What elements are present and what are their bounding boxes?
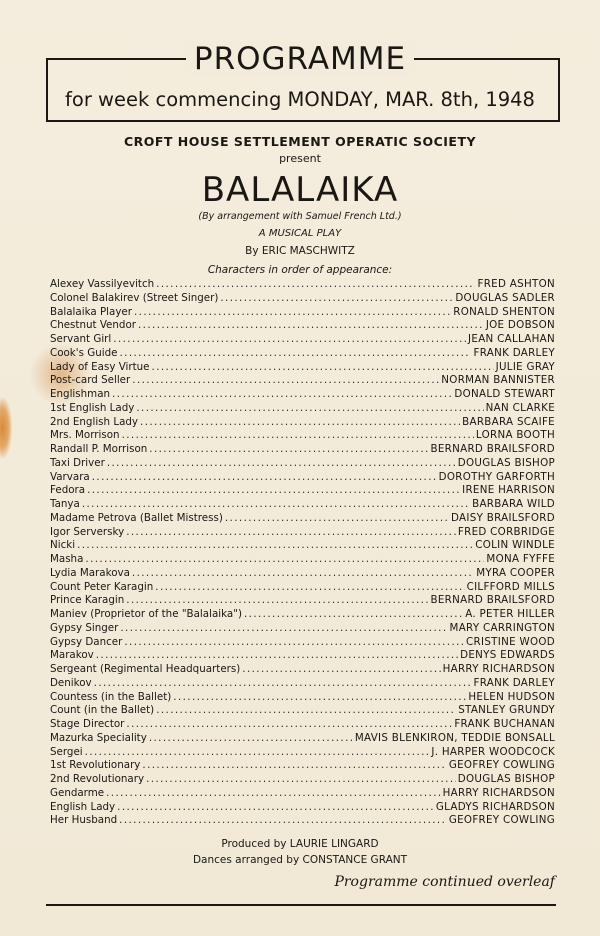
cast-role: Taxi Driver — [50, 456, 105, 469]
cast-role: Englishman — [50, 388, 111, 400]
cast-role: 1st English Lady — [50, 401, 135, 414]
dot-leader — [124, 636, 464, 650]
cast-row — [50, 608, 555, 622]
cast-row — [50, 333, 555, 347]
cast-actor: IRENE HARRISON — [462, 484, 555, 497]
dot-leader — [113, 333, 466, 347]
cast-actor: FRANK BUCHANAN — [454, 718, 555, 730]
cast-role: Mazurka Speciality — [50, 731, 147, 744]
cast-row — [50, 691, 555, 705]
cast-row — [50, 732, 555, 746]
dot-leader — [173, 691, 466, 705]
society-name: CROFT HOUSE SETTLEMENT OPERATIC SOCIETY — [123, 134, 477, 149]
cast-actor: BERNARD BRAILSFORD — [430, 594, 555, 607]
cast-actor: COLIN WINDLE — [475, 539, 555, 552]
dot-leader — [146, 773, 456, 787]
cast-actor: BARBARA WILD — [472, 498, 555, 510]
producer-credit: Produced by LAURIE LINGARD — [221, 838, 379, 850]
cast-role: Stage Director — [50, 718, 125, 730]
dot-leader — [242, 663, 440, 677]
cast-row — [50, 594, 555, 608]
cast-heading: Characters in order of appearance: — [207, 264, 393, 276]
cast-role: Lady of Easy Virtue — [50, 360, 150, 373]
cast-row — [50, 402, 555, 416]
cast-actor: MARY CARRINGTON — [449, 621, 555, 634]
cast-actor: BARBARA SCAIFE — [462, 415, 555, 428]
cast-row — [50, 292, 555, 306]
cast-role: Her Husband — [50, 814, 118, 827]
cast-role: Madame Petrova (Ballet Mistress) — [50, 511, 223, 524]
cast-actor: HARRY RICHARDSON — [442, 663, 555, 675]
cast-row — [50, 416, 555, 430]
cast-row — [50, 567, 555, 581]
cast-role: English Lady — [50, 800, 116, 813]
programme-title — [0, 40, 600, 78]
cast-role: Tanya — [50, 498, 80, 510]
cast-role: Gypsy Dancer — [50, 635, 123, 648]
cast-row — [50, 319, 555, 333]
cast-row — [50, 787, 555, 801]
cast-role: Alexey Vassilyevitch — [50, 278, 155, 290]
dot-leader — [92, 471, 437, 485]
dot-leader — [132, 567, 474, 581]
cast-row — [50, 498, 555, 512]
cast-actor: MONA FYFFE — [486, 553, 555, 565]
dot-leader — [136, 402, 483, 416]
cast-row — [50, 361, 555, 375]
dot-leader — [112, 388, 452, 402]
cast-actor: DONALD STEWART — [454, 388, 555, 400]
cast-actor: MAVIS BLENKIRON, TEDDIE BONSALL — [354, 731, 555, 744]
arrangement-note: (By arrangement with Samuel French Ltd.) — [198, 211, 402, 222]
cast-actor: GEOFREY COWLING — [448, 814, 555, 827]
cast-row — [50, 374, 555, 388]
cast-actor: DAISY BRAILSFORD — [451, 511, 555, 524]
cast-actor: FRED ASHTON — [477, 278, 555, 290]
cast-row — [50, 636, 555, 650]
cast-role: Denikov — [50, 676, 92, 689]
cast-role: Count Peter Karagin — [50, 580, 154, 593]
cast-actor: JULIE GRAY — [495, 360, 555, 373]
cast-actor: RONALD SHENTON — [453, 305, 555, 318]
week-commencing: for week commencing MONDAY, MAR. 8th, 1948 — [65, 88, 535, 111]
dot-leader — [140, 416, 460, 430]
cast-row — [50, 801, 555, 815]
cast-actor: DOUGLAS SADLER — [455, 291, 555, 304]
cast-role: Servant Girl — [50, 333, 112, 345]
dot-leader — [122, 429, 474, 443]
cast-actor: JEAN CALLAHAN — [468, 333, 555, 345]
cast-role: Countess (in the Ballet) — [50, 690, 172, 703]
cast-role: Marakov — [50, 649, 94, 662]
cast-row — [50, 746, 555, 760]
dot-leader — [156, 278, 475, 292]
cast-role: Igor Serversky — [50, 525, 125, 538]
dot-leader — [82, 498, 470, 512]
show-subtitle: A MUSICAL PLAY — [258, 228, 342, 239]
cast-role: Count (in the Ballet) — [50, 704, 155, 717]
cast-actor: NAN CLARKE — [485, 401, 555, 414]
cast-actor: DOUGLAS BISHOP — [457, 773, 555, 785]
cast-actor: STANLEY GRUNDY — [458, 704, 555, 717]
cast-row — [50, 581, 555, 595]
cast-role: 2nd English Lady — [50, 415, 139, 428]
dot-leader — [106, 787, 440, 801]
cast-role: Mrs. Morrison — [50, 429, 120, 442]
dot-leader — [107, 457, 456, 471]
dot-leader — [244, 608, 463, 622]
dot-leader — [126, 526, 456, 540]
cast-role: 2nd Revolutionary — [50, 773, 145, 785]
cast-actor: J. HARPER WOODCOCK — [431, 745, 555, 758]
cast-row — [50, 278, 555, 292]
dot-leader — [85, 746, 430, 760]
dot-leader — [87, 484, 460, 498]
cast-role: Sergei — [50, 745, 83, 758]
cast-actor: HELEN HUDSON — [468, 690, 555, 703]
cast-actor: JOE DOBSON — [485, 319, 555, 332]
cast-actor: CRISTINE WOOD — [466, 635, 555, 648]
cast-actor: FRANK DARLEY — [473, 346, 555, 359]
dot-leader — [149, 732, 353, 746]
show-title: BALALAIKA — [201, 170, 399, 210]
dot-leader — [149, 443, 428, 457]
dot-leader — [225, 512, 449, 526]
cast-row — [50, 526, 555, 540]
cast-actor: NORMAN BANNISTER — [441, 374, 555, 387]
cast-row — [50, 457, 555, 471]
cast-role: Gypsy Singer — [50, 621, 119, 634]
cast-actor: A. PETER HILLER — [465, 608, 555, 620]
cast-actor: GLADYS RICHARDSON — [435, 800, 555, 813]
continued-note: Programme continued overleaf — [334, 874, 555, 890]
dot-leader — [119, 814, 447, 828]
cast-role: Balalaika Player — [50, 305, 132, 318]
dot-leader — [132, 374, 439, 388]
programme-title-text: PROGRAMME — [186, 41, 414, 77]
cast-role: Post-card Seller — [50, 374, 131, 387]
cast-role: Chestnut Vendor — [50, 319, 136, 332]
dance-credit: Dances arranged by CONSTANCE GRANT — [192, 854, 408, 866]
cast-row — [50, 759, 555, 773]
cast-role: Colonel Balakirev (Street Singer) — [50, 291, 219, 304]
cast-role: Fedora — [50, 484, 86, 497]
cast-role: Maniev (Proprietor of the "Balalaika") — [50, 608, 242, 620]
cast-actor: GEOFREY COWLING — [448, 759, 555, 772]
cast-actor: HARRY RICHARDSON — [442, 786, 555, 799]
dot-leader — [156, 704, 456, 718]
cast-row — [50, 814, 555, 828]
dot-leader — [96, 649, 458, 663]
cast-role: Nicki — [50, 539, 76, 552]
bottom-rule — [46, 904, 556, 906]
cast-role: Masha — [50, 553, 84, 565]
cast-row — [50, 512, 555, 526]
dot-leader — [134, 306, 451, 320]
cast-role: Gendarme — [50, 786, 105, 799]
dot-leader — [138, 319, 484, 333]
cast-actor: LORNA BOOTH — [475, 429, 555, 442]
cast-row — [50, 443, 555, 457]
dot-leader — [85, 553, 484, 567]
cast-row — [50, 649, 555, 663]
dot-leader — [94, 677, 472, 691]
cast-row — [50, 622, 555, 636]
author-credit: By ERIC MASCHWITZ — [245, 245, 355, 257]
cast-row — [50, 718, 555, 732]
cast-row — [50, 677, 555, 691]
cast-row — [50, 773, 555, 787]
cast-actor: CILFFORD MILLS — [466, 580, 555, 593]
cast-list — [50, 278, 555, 828]
cast-actor: FRED CORBRIDGE — [457, 525, 555, 538]
dot-leader — [142, 759, 446, 773]
cast-row — [50, 306, 555, 320]
cast-role: Prince Karagin — [50, 594, 125, 607]
cast-row — [50, 704, 555, 718]
cast-role: Varvara — [50, 470, 90, 483]
paper-stain — [0, 398, 12, 458]
cast-role: Sergeant (Regimental Headquarters) — [50, 663, 241, 675]
dot-leader — [119, 347, 471, 361]
cast-role: Randall P. Morrison — [50, 443, 148, 455]
cast-actor: BERNARD BRAILSFORD — [430, 443, 555, 455]
dot-leader — [126, 718, 452, 732]
dot-leader — [152, 361, 494, 375]
cast-row — [50, 553, 555, 567]
cast-row — [50, 539, 555, 553]
cast-role: Lydia Marakova — [50, 566, 130, 579]
cast-actor: DENYS EDWARDS — [460, 649, 555, 662]
cast-row — [50, 429, 555, 443]
dot-leader — [155, 581, 464, 595]
cast-actor: DOROTHY GARFORTH — [438, 470, 555, 483]
dot-leader — [220, 292, 453, 306]
dot-leader — [117, 801, 434, 815]
cast-row — [50, 388, 555, 402]
cast-row — [50, 663, 555, 677]
cast-actor: DOUGLAS BISHOP — [457, 456, 555, 469]
cast-actor: FRANK DARLEY — [473, 676, 555, 689]
cast-role: Cook's Guide — [50, 346, 118, 359]
dot-leader — [126, 594, 428, 608]
cast-row — [50, 347, 555, 361]
cast-row — [50, 471, 555, 485]
dot-leader — [120, 622, 447, 636]
present-text: present — [279, 152, 321, 165]
dot-leader — [77, 539, 473, 553]
cast-row — [50, 484, 555, 498]
cast-role: 1st Revolutionary — [50, 759, 141, 772]
cast-actor: MYRA COOPER — [476, 566, 555, 579]
